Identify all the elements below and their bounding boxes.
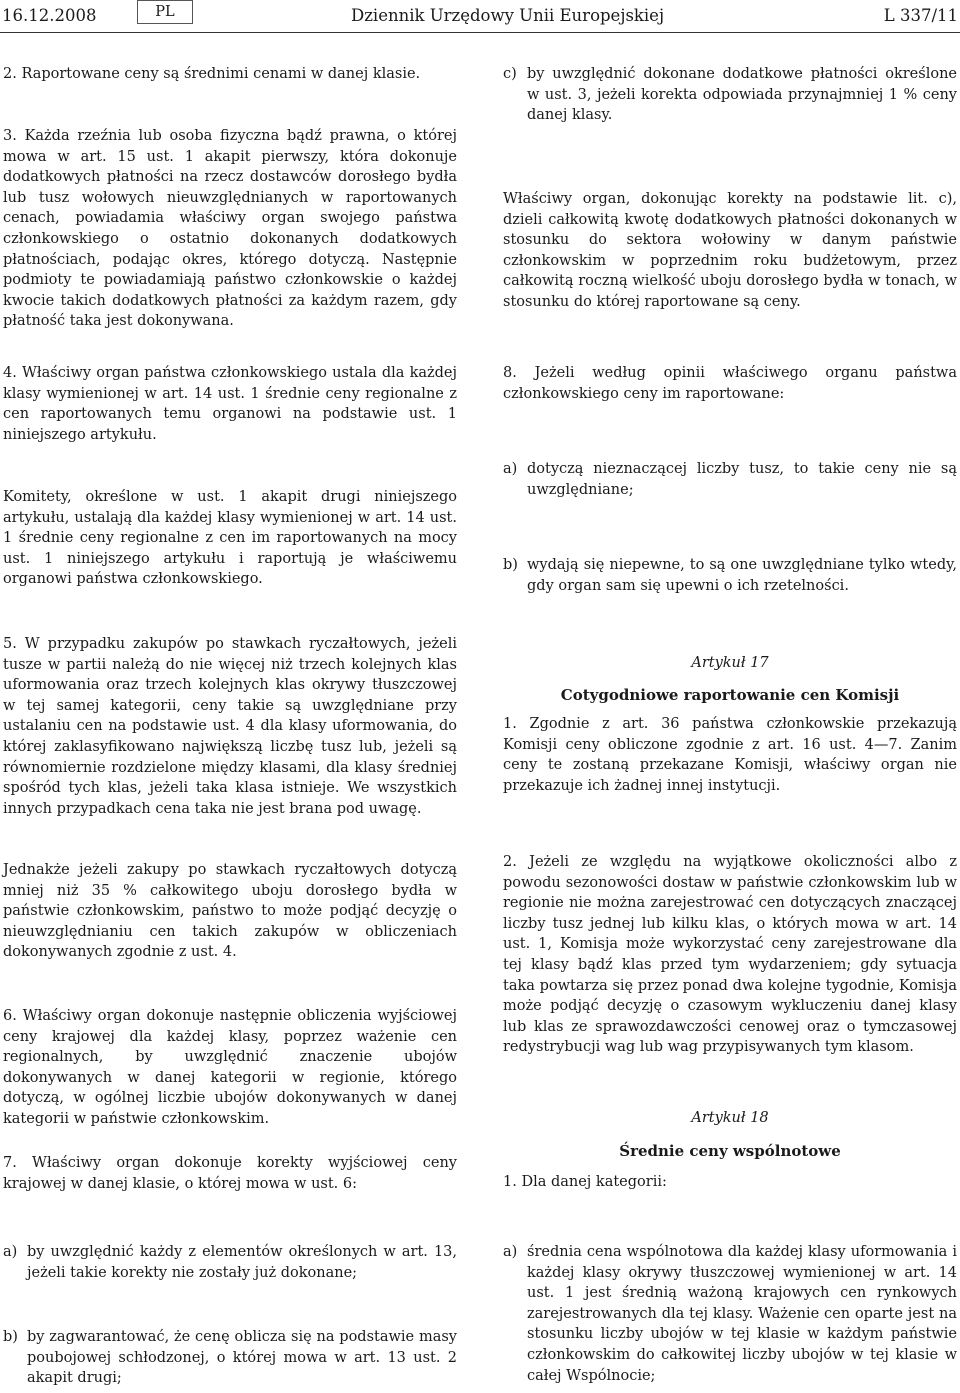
paragraph-6: 6. Właściwy organ dokonuje następnie obliczenia wyjściowej ceny krajowej dla każdej klasy, poprzez ważenie cen regionalnych, by uwzględnić znaczenie ubojów dokonywanych w danej kategorii w regionie, którego dotyczą, w ogólnej liczbie ubojów dokonywanych w danej kategorii w państwie członkowskim.	[3, 1008, 457, 1127]
list-text: by uwzględnić dokonane dodatkowe płatności określone w ust. 3, jeżeli korekta odpowiada przynajmniej 1 % ceny danej klasy.	[527, 66, 957, 124]
page-header	[0, 0, 960, 36]
language-badge: PL	[137, 0, 193, 24]
list-label: b)	[3, 1329, 18, 1345]
paragraph-3: 3. Każda rzeźnia lub osoba fizyczna bądź prawna, o której mowa w art. 15 ust. 1 akapit pierwszy, która dokonuje dodatkowych płatności na rzecz dostawców dorosłego bydła lub tusz wołowych nieuwzględnianych w raportowanych cenach, powiadamia właściwy organ swojego państwa członkowskiego o ostatnio dokonanych dodatkowych płatnościach, podając okres, którego dotyczą. Następnie podmioty te powiadamiają państwo członkowskie o każdej kwocie takich dodatkowych płatności za każdym razem, gdy płatność taka jest dokonywana.	[3, 128, 457, 330]
list-item-7b	[3, 1327, 457, 1389]
paragraph-8: 8. Jeżeli według opinii właściwego organu państwa członkowskiego ceny im raportowane:	[503, 365, 957, 402]
list-item-18a	[503, 1242, 957, 1386]
paragraph-7: 7. Właściwy organ dokonuje korekty wyjściowej ceny krajowej w danej klasie, o której mowa w ust. 6:	[3, 1155, 457, 1192]
article-17-paragraph-1: 1. Zgodnie z art. 36 państwa członkowskie przekazują Komisji ceny obliczone zgodnie z art. 16 ust. 4—7. Zanim ceny te zostaną przekazane Komisji, właściwy organ nie przekazuje ich żadnej innej instytucji.	[503, 716, 957, 794]
paragraph-4-committees: Komitety, określone w ust. 1 akapit drugi niniejszego artykułu, ustalają dla każdej klasy wymienionej w art. 14 ust. 1 średnie ceny regionalne z cen im raportowanych na mocy ust. 1 niniejszego artykułu i raportują je właściwemu organowi państwa członkowskiego.	[3, 489, 457, 588]
article-18-paragraph-1: 1. Dla danej kategorii:	[503, 1174, 667, 1190]
paragraph-5-exception: Jednakże jeżeli zakupy po stawkach ryczałtowych dotyczą mniej niż 35 % całkowitego uboju dorosłego bydła w państwie członkowskim, państwo to może podjąć decyzję o nieuwzględnianiu cen takich zakupów w obliczeniach dokonywanych zgodnie z ust. 4.	[3, 862, 457, 961]
article-17-number: Artykuł 17	[691, 655, 769, 671]
list-item-8b	[503, 555, 957, 596]
article-17-paragraph-2: 2. Jeżeli ze względu na wyjątkowe okoliczności albo z powodu sezonowości dostaw w państwie członkowskim lub w regionie nie można zarejestrować cen dotyczących znaczącej liczby tusz jednej lub kilku klas, o których mowa w art. 14 ust. 1, Komisja może wykorzystać ceny zarejestrowane dla tej klasy bądź klas przed tym wydarzeniem; gdy sytuacja taka powtarza się przez ponad dwa kolejne tygodnie, Komisja może podjąć decyzję o czasowym wykluczeniu danej klasy lub klas ze sprawozdawczości cenowej oraz o tymczasowej redystrybucji wag lub wag przypisywanych tym klasom.	[503, 854, 957, 1056]
page-number: L 337/11	[883, 6, 958, 25]
paragraph-7-correction: Właściwy organ, dokonując korekty na podstawie lit. c), dzieli całkowitą kwotę dodatkowych płatności dokonanych w stosunku do sektora wołowiny w danym państwie członkowskim w poprzednim roku budżetowym, przez całkowitą roczną wielkość uboju dorosłego bydła w tonach, w stosunku do której raportowane są ceny.	[503, 191, 957, 310]
list-text: by uwzględnić każdy z elementów określonych w art. 13, jeżeli takie korekty nie zostały już dokonane;	[27, 1244, 457, 1281]
list-text: by zagwarantować, że cenę oblicza się na podstawie masy poubojowej schłodzonej, o której mowa w art. 13 ust. 2 akapit drugi;	[27, 1329, 457, 1387]
publication-date: 16.12.2008	[2, 6, 97, 25]
list-label: c)	[503, 66, 517, 82]
list-text: wydają się niepewne, to są one uwzględniane tylko wtedy, gdy organ sam się upewni o ich rzetelności.	[527, 557, 957, 594]
list-label: a)	[3, 1244, 18, 1260]
list-item-7c	[503, 64, 957, 126]
journal-title: Dziennik Urzędowy Unii Europejskiej	[351, 6, 665, 25]
list-text: dotyczą nieznaczącej liczby tusz, to takie ceny nie są uwzględniane;	[527, 461, 957, 498]
header-divider	[0, 32, 960, 33]
list-text: średnia cena wspólnotowa dla każdej klasy uformowania i każdej klasy okrywy tłuszczowej wymienionej w art. 14 ust. 1 jest średnią ważoną krajowych cen rynkowych zarejestrowanych dla tej klasy. Ważenie cen oparte jest na stosunku liczby ubojów w tej klasie w każdym państwie członkowskim do całkowitej liczby ubojów w tej klasie w całej Wspólnocie;	[527, 1244, 957, 1384]
paragraph-4: 4. Właściwy organ państwa członkowskiego ustala dla każdej klasy wymienionej w art. 14 ust. 1 średnie ceny regionalne z cen raportowanych temu organowi na podstawie ust. 1 niniejszego artykułu.	[3, 365, 457, 443]
list-label: a)	[503, 461, 518, 477]
article-18-number: Artykuł 18	[691, 1110, 769, 1126]
paragraph-2: 2. Raportowane ceny są średnimi cenami w danej klasie.	[3, 66, 421, 82]
list-item-7a	[3, 1242, 457, 1283]
article-17-title: Cotygodniowe raportowanie cen Komisji	[560, 686, 900, 704]
paragraph-5: 5. W przypadku zakupów po stawkach ryczałtowych, jeżeli tusze w partii należą do nie więcej niż trzech kolejnych klas uformowania oraz trzech kolejnych klas okrywy tłuszczowej w tej samej kategorii, ceny takie są uwzględniane przy ustalaniu cen na podstawie ust. 4 dla klasy uformowania, do której zaklasyfikowano największą liczbę tusz lub, jeżeli są równomiernie rozdzielone między klasami, dla klasy średniej spośród tych klas, jeżeli taka klasa istnieje. We wszystkich innych przypadkach cena taka nie jest brana pod uwagę.	[3, 636, 457, 817]
list-label: a)	[503, 1244, 518, 1260]
article-18-title: Średnie ceny wspólnotowe	[619, 1142, 841, 1160]
list-label: b)	[503, 557, 518, 573]
list-item-8a	[503, 459, 957, 500]
